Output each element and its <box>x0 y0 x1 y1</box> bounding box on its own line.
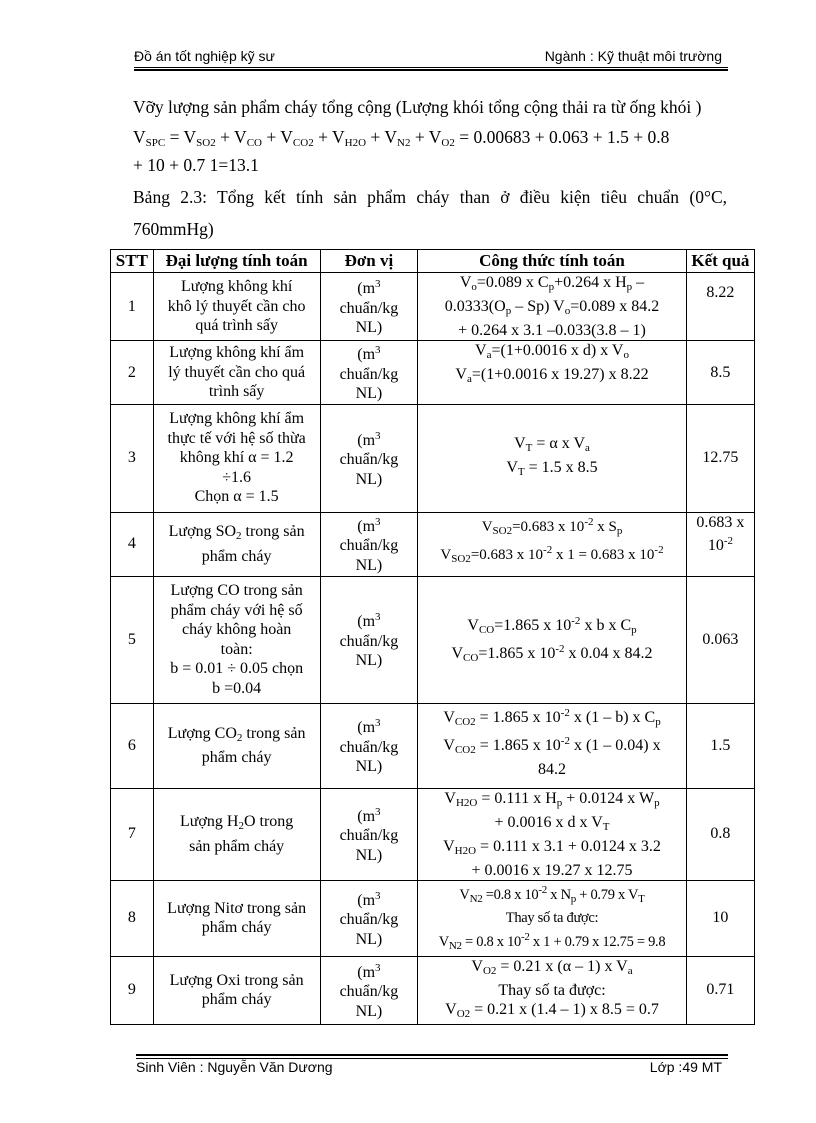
formula-cell: $V_{O2} = 0.21$ x (α – 1) x $V_a$ Thay số ta được: $V_{O2} = 0.21$ x (1.4 – 1) x 8.5 = 0.7 <box>418 956 687 1024</box>
stt-cell: 3 <box>111 404 154 512</box>
table-header-row <box>111 250 755 273</box>
footer-class: Lớp :49 MT <box>649 1059 722 1075</box>
stt-cell: 1 <box>111 273 154 341</box>
col-header-stt: STT <box>111 250 154 273</box>
stt-cell: 8 <box>111 880 154 956</box>
table-row <box>111 703 755 788</box>
stt-cell: 4 <box>111 512 154 576</box>
formula-cell: $V_a=(1+0.0016$ x d) x $V_o$ $V_a=(1+0.0016$ x 19.27) x 8.22 <box>418 341 687 405</box>
quantity-cell: Lượng CO trong sản phẩm cháy với hệ số cháy không hoàn toàn: b = 0.01 ÷ 0.05 chọn b =0.04 <box>153 576 320 703</box>
formula-cell: $V_{H2O} = 0.111$ x $H_p + 0.0124$ x $W_p$ + 0.0016 x d x $V_T$ $V_{H2O} = 0.111$ x 3.1 + 0.0124 x 3.2 + 0.0016 x 19.27 x 12.75 <box>418 788 687 880</box>
quantity-cell: Lượng không khí ẩm lý thuyết cần cho quá trình sấy <box>153 341 320 405</box>
header-rule-thick <box>134 69 728 71</box>
formula-cell: $V_T = \alpha$ x $V_a$ $V_T = 1.5$ x 8.5 <box>418 404 687 512</box>
footer-rule-thick <box>136 1054 728 1056</box>
header-right-text: Ngành : Kỹ thuật môi trường <box>544 48 722 64</box>
col-header-formula: Công thức tính toán <box>418 250 687 273</box>
footer-student: Sinh Viên : Nguyễn Văn Dương <box>136 1059 333 1075</box>
quantity-cell: Lượng $CO_2$ trong sản phẩm cháy <box>153 703 320 788</box>
result-cell: 0.063 <box>686 576 754 703</box>
table-row <box>111 788 755 880</box>
header-rule <box>134 67 728 68</box>
unit-cell: ($m^3$ chuẩn/kg NL) <box>320 404 418 512</box>
unit-cell: ($m^3$ chuẩn/kg NL) <box>320 576 418 703</box>
stt-cell: 9 <box>111 956 154 1024</box>
quantity-cell: Lượng Nitơ trong sản phẩm cháy <box>153 880 320 956</box>
unit-cell: ($m^3$ chuẩn/kg NL) <box>320 703 418 788</box>
intro-equation: $V_{SPC} = V_{SO2} + V_{CO} + V_{CO2} + V_{H2O} + V_{N2} + V_{O2} = 0.00683 + 0.063 + 1.5 + 0.8$ <box>133 127 670 149</box>
table-row <box>111 341 755 405</box>
table-row <box>111 576 755 703</box>
result-cell: 8.5 <box>686 341 754 405</box>
quantity-cell: Lượng không khí khô lý thuyết cần cho quá trình sấy <box>153 273 320 341</box>
table-row <box>111 512 755 576</box>
result-cell: 8.22 <box>686 273 754 341</box>
unit-cell: ($m^3$ chuẩn/kg NL) <box>320 273 418 341</box>
col-header-quantity: Đại lượng tính toán <box>153 250 320 273</box>
summary-table <box>110 249 755 1025</box>
stt-cell: 6 <box>111 703 154 788</box>
quantity-cell: Lượng $SO_2$ trong sản phẩm cháy <box>153 512 320 576</box>
intro-line-1: Vỡy lượng sản phẩm cháy tổng cộng (Lượng khói tổng cộng thải ra từ ống khói ) <box>133 97 702 117</box>
result-cell: 0.683 x $10^{-2}$ <box>686 512 754 576</box>
quantity-cell: Lượng Oxi trong sản phẩm cháy <box>153 956 320 1024</box>
stt-cell: 5 <box>111 576 154 703</box>
formula-cell: $V_{CO}=1.865$ x $10^{-2}$ x b x $C_p$ $V_{CO}=1.865$ x $10^{-2}$ x 0.04 x 84.2 <box>418 576 687 703</box>
intro-equation-cont: + 10 + 0.7 1=13.1 <box>133 155 259 175</box>
page-header <box>134 48 726 68</box>
table-row <box>111 273 755 341</box>
unit-cell: ($m^3$ chuẩn/kg NL) <box>320 956 418 1024</box>
col-header-result: Kết quả <box>686 250 754 273</box>
header-left-text: Đồ án tốt nghiệp kỹ sư <box>134 48 275 64</box>
result-cell: 0.8 <box>686 788 754 880</box>
stt-cell: 2 <box>111 341 154 405</box>
unit-cell: ($m^3$ chuẩn/kg NL) <box>320 880 418 956</box>
result-cell: 1.5 <box>686 703 754 788</box>
result-cell: 0.71 <box>686 956 754 1024</box>
result-cell: 12.75 <box>686 404 754 512</box>
table-row <box>111 404 755 512</box>
page-footer <box>136 1059 726 1079</box>
quantity-cell: Lượng $H_2O$ trong sản phẩm cháy <box>153 788 320 880</box>
col-header-unit: Đơn vị <box>320 250 418 273</box>
unit-cell: ($m^3$ chuẩn/kg NL) <box>320 341 418 405</box>
formula-cell: $V_{CO2} = 1.865$ x $10^{-2}$ x (1 – b) x $C_p$ $V_{CO2} = 1.865$ x $10^{-2}$ x (1 – 0.04) x 84.2 <box>418 703 687 788</box>
table-row <box>111 956 755 1024</box>
table-caption: Bảng 2.3: Tổng kết tính sản phẩm cháy than ở điều kiện tiêu chuẩn (0°C, <box>133 187 727 207</box>
quantity-cell: Lượng không khí ẩm thực tế với hệ số thừa không khí α = 1.2 ÷1.6 Chọn α = 1.5 <box>153 404 320 512</box>
table-row <box>111 880 755 956</box>
result-cell: 10 <box>686 880 754 956</box>
formula-cell: $V_{SO2}=0.683$ x $10^{-2}$ x $S_p$ $V_{SO2}=0.683$ x $10^{-2}$ x 1 = 0.683 x $10^{-2}$ <box>418 512 687 576</box>
table-caption-cont: 760mmHg) <box>133 219 214 239</box>
unit-cell: ($m^3$ chuẩn/kg NL) <box>320 512 418 576</box>
unit-cell: ($m^3$ chuẩn/kg NL) <box>320 788 418 880</box>
formula-cell: $V_{N2} =0.8$ x $10^{-2}$ x $N_p + 0.79$ x $V_T$ Thay số ta được: $V_{N2} = 0.8$ x $10^{-2}$ x 1 + 0.79 x 12.75 = 9.8 <box>418 880 687 956</box>
stt-cell: 7 <box>111 788 154 880</box>
formula-cell: $V_o=0.089$ x $C_p+0.264$ x $H_p$ – $0.0333(O_p - Sp)$ $V_o=0.089$ x 84.2 + 0.264 x 3.1 –0.033(3.8 – 1) <box>418 273 687 341</box>
